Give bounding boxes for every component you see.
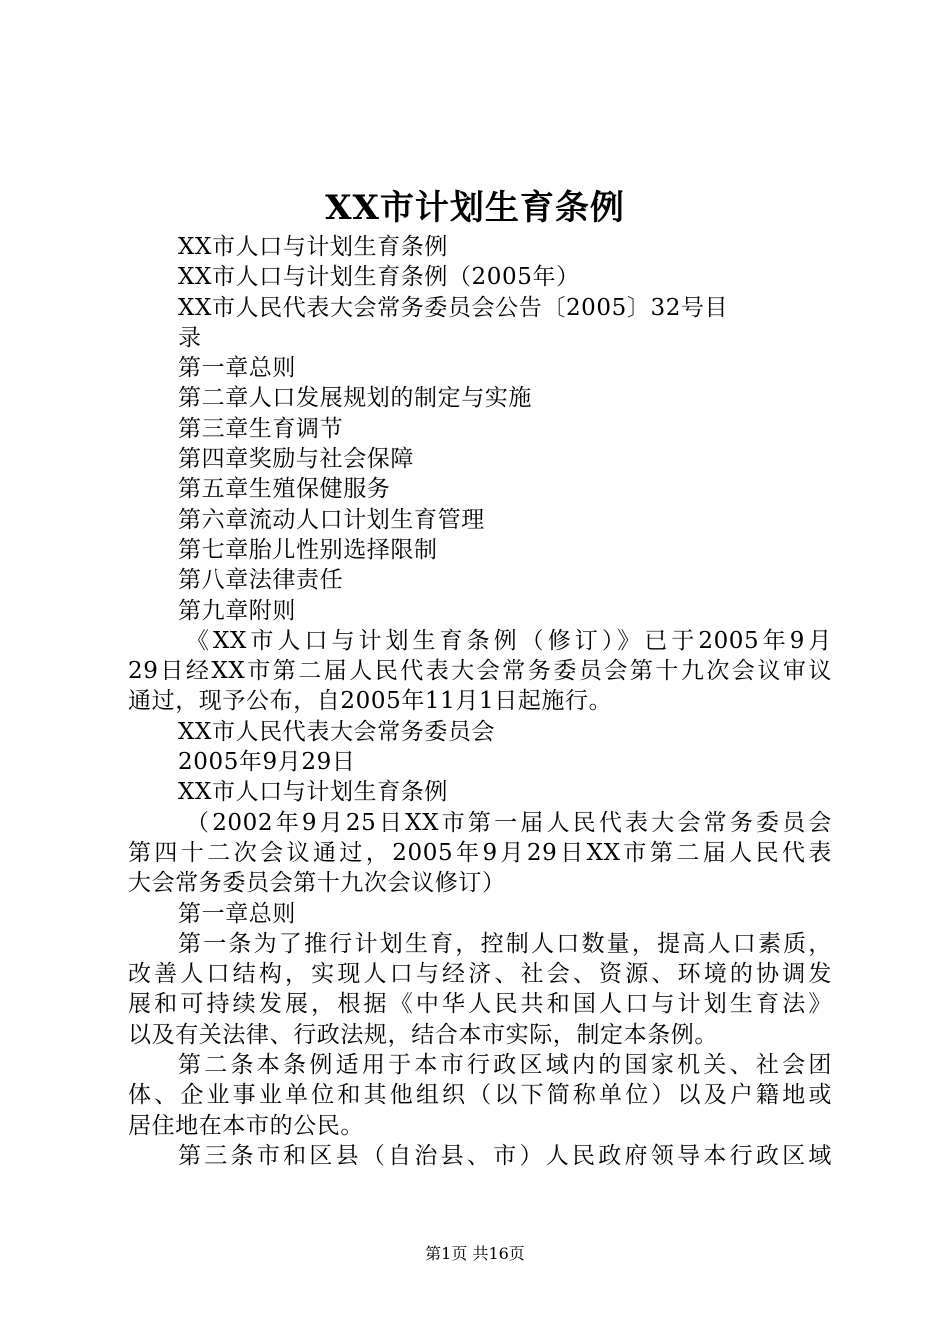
page-footer: 第1页 共16页: [425, 1244, 525, 1263]
text-line: 第三条市和区县（自治县、市）人民政府领导本行政区域: [178, 1142, 832, 1169]
text-line: 第二条本条例适用于本市行政区域内的国家机关、社会团: [178, 1052, 832, 1079]
text-line: 第一章总则: [178, 900, 296, 927]
text-line: XX市人口与计划生育条例（2005年）: [178, 264, 580, 291]
text-line: XX市人民代表大会常务委员会: [178, 718, 496, 745]
text-line: 第六章流动人口计划生育管理: [178, 506, 485, 533]
text-line: 大会常务委员会第十九次会议修订）: [128, 870, 506, 897]
text-line: 第四章奖励与社会保障: [178, 446, 414, 473]
text-line: 2005年9月29日: [178, 749, 356, 776]
text-line: 通过，现予公布，自2005年11月1日起施行。: [128, 688, 613, 715]
text-line: 体、企业事业单位和其他组织（以下简称单位）以及户籍地或: [128, 1082, 832, 1109]
text-line: 《XX市人口与计划生育条例（修订）》已于2005年9月: [186, 627, 832, 654]
text-line: XX市人民代表大会常务委员会公告〔2005〕32号目: [178, 294, 729, 321]
text-line: 第二章人口发展规划的制定与实施: [178, 385, 532, 412]
text-line: 录: [178, 324, 202, 351]
document-title: XX市计划生育条例: [325, 188, 625, 228]
text-line: 第七章胎儿性别选择限制: [178, 536, 438, 563]
text-line: 居住地在本市的公民。: [128, 1112, 364, 1139]
text-line: 改善人口结构，实现人口与经济、社会、资源、环境的协调发: [128, 961, 832, 988]
text-line: 展和可持续发展，根据《中华人民共和国人口与计划生育法》: [128, 991, 832, 1018]
text-line: XX市人口与计划生育条例: [178, 234, 448, 260]
text-line: 第八章法律责任: [178, 567, 344, 594]
text-line: （2002年9月25日XX市第一届人民代表大会常务委员会: [186, 809, 832, 836]
text-line: 第一章总则: [178, 355, 296, 382]
text-line: 第一条为了推行计划生育，控制人口数量，提高人口素质，: [178, 930, 832, 957]
document-body: [128, 232, 832, 1171]
text-line: 第四十二次会议通过，2005年9月29日XX市第二届人民代表: [128, 839, 832, 866]
text-line: 第九章附则: [178, 597, 296, 624]
text-line: 以及有关法律、行政法规，结合本市实际，制定本条例。: [128, 1021, 718, 1048]
text-line: 29日经XX市第二届人民代表大会常务委员会第十九次会议审议: [128, 658, 832, 685]
text-line: XX市人口与计划生育条例: [178, 779, 448, 806]
text-line: 第五章生殖保健服务: [178, 476, 391, 503]
text-line: 第三章生育调节: [178, 415, 344, 442]
